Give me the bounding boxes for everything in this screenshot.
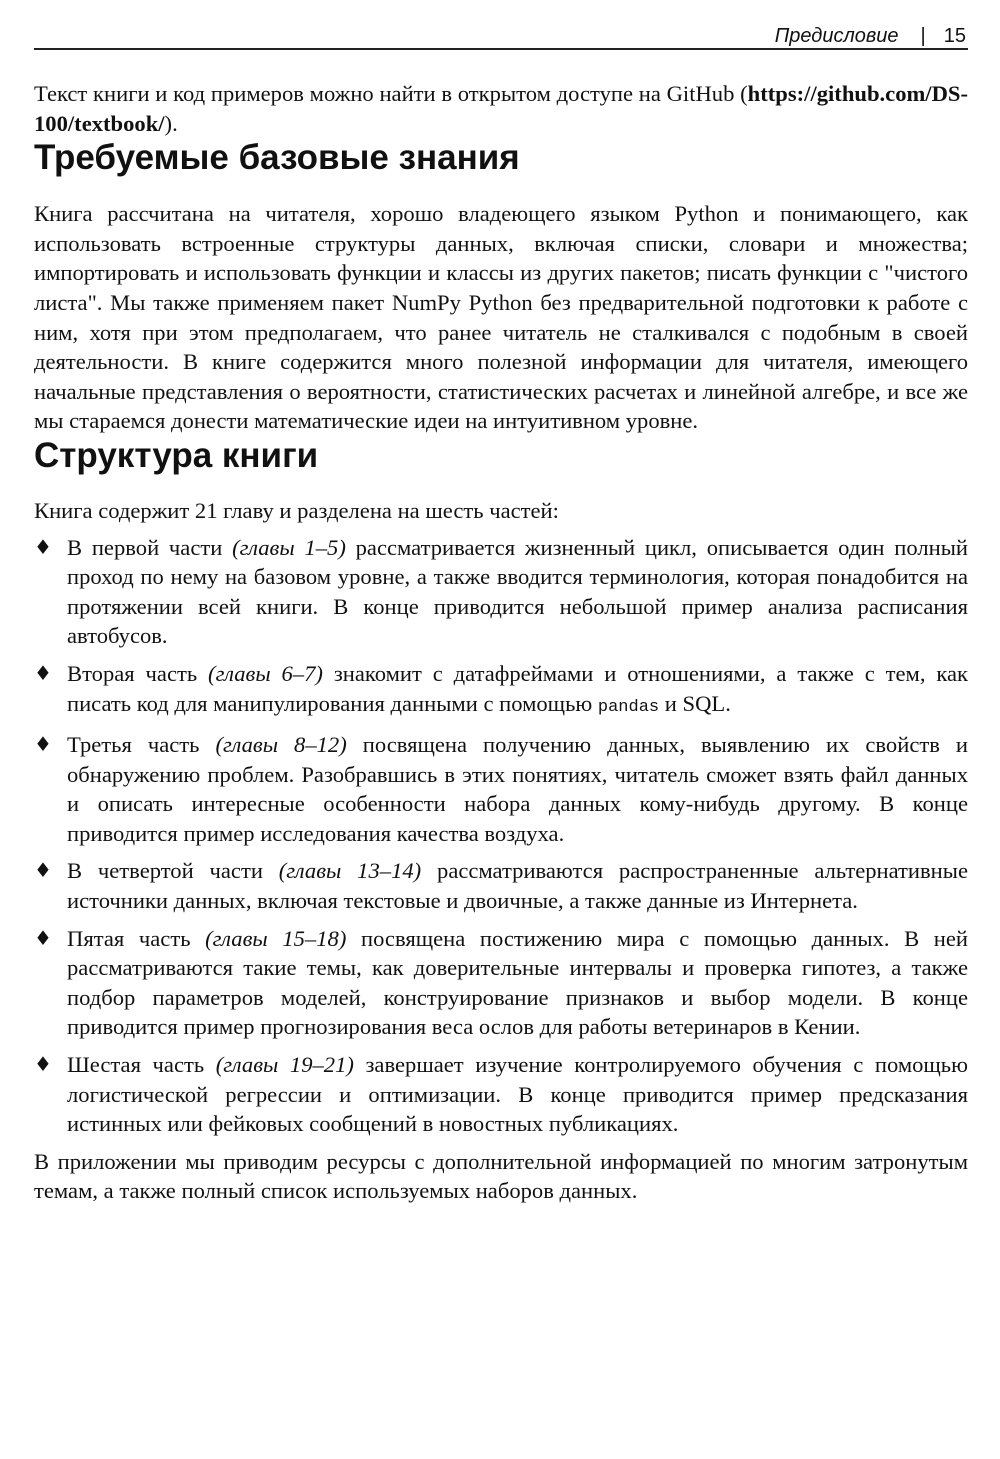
header-separator: | — [920, 25, 926, 47]
item-text: В первой части — [67, 534, 233, 560]
closing-paragraph: В приложении мы приводим ресурсы с дополнительной информацией по многим затронутым темам, а также полный список используемых наборов данных. — [34, 1148, 968, 1204]
diamond-bullet-icon: ♦ — [34, 534, 52, 559]
diamond-bullet-icon: ♦ — [34, 1052, 52, 1077]
chapter-range: (главы 1–5) — [232, 534, 346, 560]
chapter-range: (главы 8–12) — [215, 732, 347, 758]
chapter-range: (главы 6–7) — [208, 660, 323, 686]
heading-prerequisites: Требуемые базовые знания — [34, 138, 520, 178]
list-item-part-1 — [34, 533, 968, 651]
item-text: Шестая часть — [67, 1052, 216, 1078]
intro-text: Текст книги и код примеров можно найти в открытом доступе на GitHub ( — [34, 81, 748, 106]
github-link[interactable]: https://github.com/DS-100/textbook/ — [34, 81, 968, 136]
list-item-part-6 — [34, 1050, 968, 1139]
item-text: Пятая часть — [67, 925, 206, 951]
chapter-title: Предисловие — [774, 25, 899, 47]
item-text: и SQL. — [659, 690, 731, 716]
item-text: посвящена получению данных, выявлению их свойств и обнаружению проблем. Разобравшись в этих понятиях, читатель сможет взять файл данных и описать интересные особенности набора данных кому-нибудь другому. В конце приводится пример исследования качества воздуха. — [67, 732, 968, 846]
list-item-part-2 — [34, 659, 968, 722]
item-text: посвящена постижению мира с помощью данных. В ней рассматриваются такие темы, как доверительные интервалы и проверка гипотез, а также подбор параметров моделей, конструирование признаков и выбор модели. В конце приводится пример прогнозирования веса ослов для работы ветеринаров в Кении. — [67, 925, 968, 1040]
item-text: Вторая часть — [67, 660, 209, 686]
diamond-bullet-icon: ♦ — [34, 660, 52, 685]
inline-code-pandas: pandas — [597, 697, 660, 717]
item-text: знакомит с датафреймами и отношениями, а также с тем, как писать код для манипулирования данными с помощью — [67, 660, 969, 716]
item-text: рассматривается жизненный цикл, описывается один полный проход по нему на базовом уровне, а также вводится терминология, которая понадобится на протяжении всей книги. В конце приводится небольшой пример анализа расписания автобусов. — [67, 534, 969, 649]
chapter-range: (главы 19–21) — [215, 1052, 354, 1078]
item-text: завершает изучение контролируемого обучения с помощью логистической регрессии и оптимизации. В конце приводится пример предсказания истинных или фейковых сообщений в новостных публикациях. — [67, 1052, 968, 1137]
chapter-range: (главы 13–14) — [278, 858, 422, 884]
header-block — [775, 24, 966, 48]
heading-structure: Структура книги — [34, 435, 319, 475]
list-item-part-3 — [34, 730, 968, 848]
list-item-part-4 — [34, 856, 968, 915]
diamond-bullet-icon: ♦ — [34, 732, 52, 757]
item-text: Третья часть — [67, 732, 216, 758]
chapter-range: (главы 15–18) — [205, 925, 347, 951]
prerequisites-paragraph: Книга рассчитана на читателя, хорошо владеющего языком Python и понимающего, как использовать встроенные структуры данных, включая списки, словари и множества; импортировать и использовать функции и классы из других пакетов; писать функции с "чистого листа". Мы также применяем пакет NumPy Python без предварительной подготовки к работе с ним, хотя при этом предполагаем, что ранее читатель не сталкивался с подобным в своей деятельности. В книге содержится много полезной информации для читателя, имеющего начальные представления о вероятности, статистических расчетах и линейной алгебре, и все же мы стараемся донести математические идеи на интуитивном уровне. — [34, 201, 968, 434]
page-number: 15 — [943, 25, 966, 47]
running-header — [34, 0, 968, 50]
item-text: рассматриваются распространенные альтернативные источники данных, включая текстовые и двоичные, а также данные из Интернета. — [67, 858, 968, 914]
intro-paragraph — [34, 79, 968, 138]
parts-list — [34, 533, 968, 1139]
structure-lead: Книга содержит 21 главу и разделена на шесть частей: — [34, 497, 559, 523]
book-page — [34, 0, 968, 1206]
item-text: В четвертой части — [67, 858, 279, 884]
intro-text-end: ). — [164, 110, 178, 136]
diamond-bullet-icon: ♦ — [34, 858, 52, 883]
diamond-bullet-icon: ♦ — [34, 925, 52, 950]
list-item-part-5 — [34, 924, 968, 1042]
